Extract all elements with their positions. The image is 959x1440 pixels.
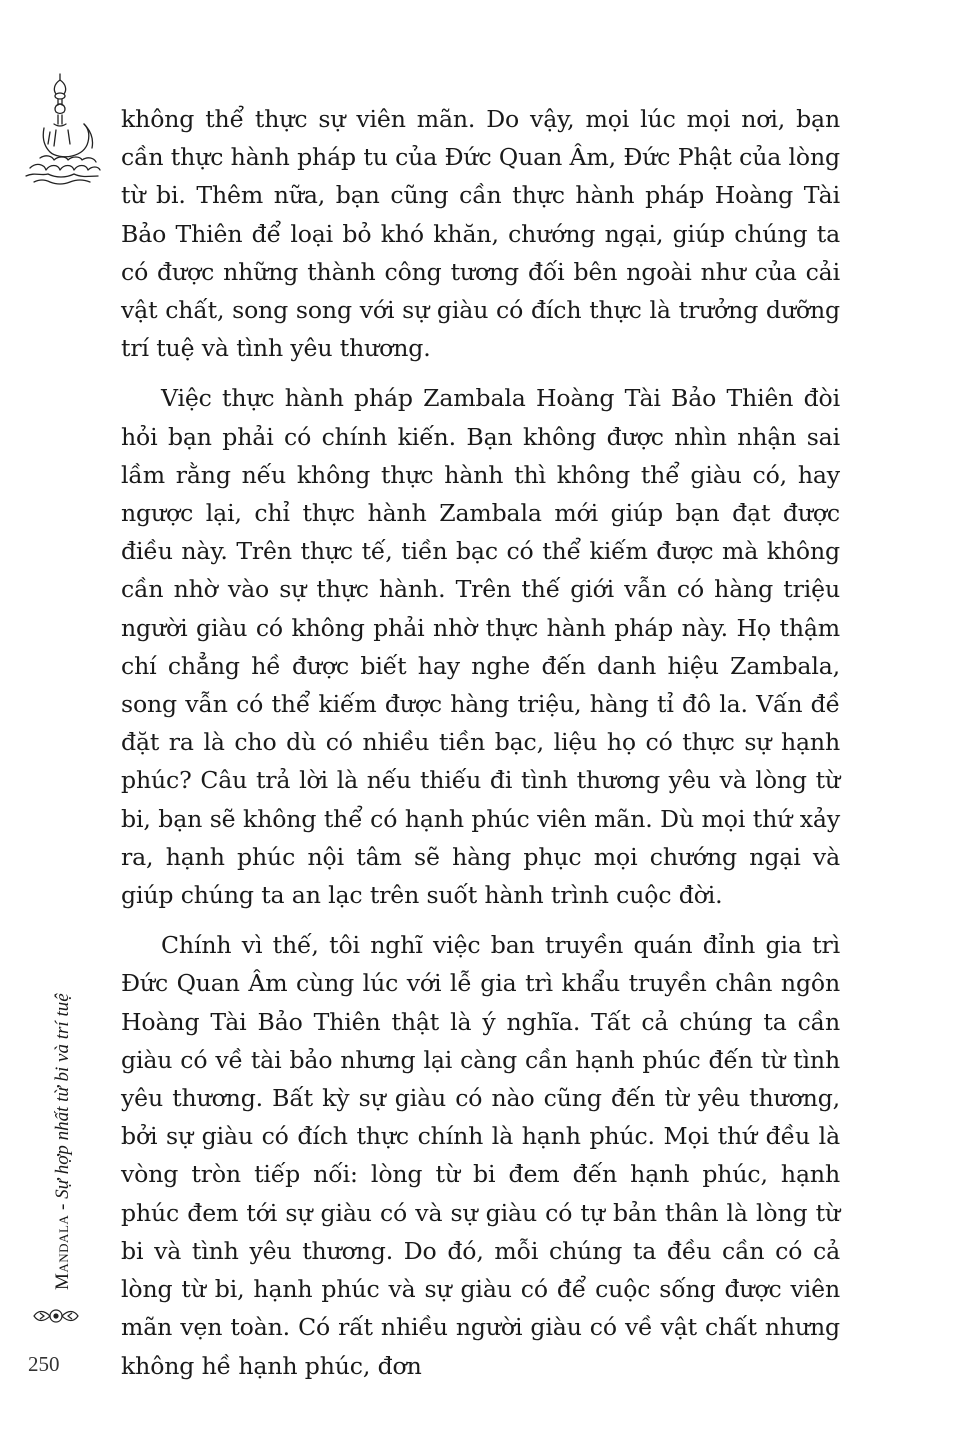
running-title-subtitle: Sự hợp nhất từ bi và trí tuệ: [52, 993, 73, 1199]
vajra-hand-lotus-icon: [20, 72, 102, 188]
page-number: 250: [28, 1352, 60, 1376]
paragraph-3: Chính vì thế, tôi nghĩ việc ban truyền quán đỉnh gia trì Đức Quan Âm cùng lúc với lễ gia trì khẩu truyền chân ngôn Hoàng Tài Bảo Thiên thật là ý nghĩa. Tất cả chúng ta cần giàu có về tài bảo nhưng lại càng cần hạnh phúc đến từ tình yêu thương. Bất kỳ sự giàu có nào cũng đến từ yêu thương, bởi sự giàu có đích thực chính là hạnh phúc. Mọi thứ đều là vòng tròn tiếp nối: lòng từ bi đem đến hạnh phúc, hạnh phúc đem tới sự giàu có và sự giàu có tự bản thân là lòng từ bi và tình yêu thương. Do đó, mỗi chúng ta đều cần có cả lòng từ bi, hạnh phúc và sự giàu có để cuộc sống được viên mãn vẹn toàn. Có rất nhiều người giàu có về vật chất nhưng không hề hạnh phúc, đơn: [121, 931, 840, 1380]
paragraph-1: không thể thực sự viên mãn. Do vậy, mọi lúc mọi nơi, bạn cần thực hành pháp tu của Đức Quan Âm, Đức Phật của lòng từ bi. Thêm nữa, bạn cũng cần thực hành pháp Hoàng Tài Bảo Thiên để loại bỏ khó khăn, chướng ngại, giúp chúng ta có được những thành công tương đối bên ngoài như của cải vật chất, song song với sự giàu có đích thực là trưởng dưỡng trí tuệ và tình yêu thương.: [121, 105, 840, 363]
ornament-icon: [30, 1306, 82, 1326]
paragraph-2: Việc thực hành pháp Zambala Hoàng Tài Bảo Thiên đòi hỏi bạn phải có chính kiến. Bạn không được nhìn nhận sai lầm rằng nếu không thực hành thì không thể giàu có, hay ngược lại, chỉ thực hành Zambala mới giúp bạn đạt được điều này. Trên thực tế, tiền bạc có thể kiếm được mà không cần nhờ vào sự thực hành. Trên thế giới vẫn có hàng triệu người giàu có không phải nhờ thực hành pháp này. Họ thậm chí chẳng hề được biết hay nghe đến danh hiệu Zambala, song vẫn có thể kiếm được hàng triệu, hàng tỉ đô la. Vấn đề đặt ra là cho dù có nhiều tiền bạc, liệu họ có thực sự hạnh phúc? Câu trả lời là nếu thiếu đi tình thương yêu và lòng từ bi, bạn sẽ không thể có hạnh phúc viên mãn. Dù mọi thứ xảy ra, hạnh phúc nội tâm sẽ hàng phục mọi chướng ngại và giúp chúng ta an lạc trên suốt hành trình cuộc đời.: [121, 384, 840, 910]
running-title: [52, 993, 74, 1290]
running-title-brand: Mandala: [52, 1214, 73, 1290]
running-title-separator: -: [52, 1198, 73, 1215]
body-text: [121, 100, 840, 1385]
